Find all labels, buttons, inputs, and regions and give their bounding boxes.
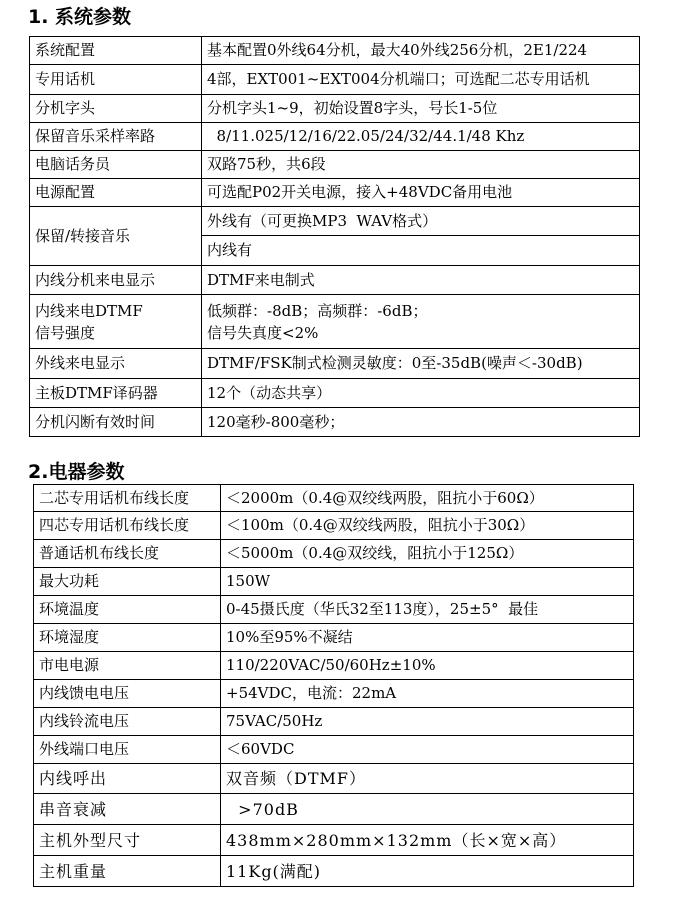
- section2-title: 2.电器参数: [28, 461, 125, 483]
- table-row: [34, 708, 634, 736]
- table-row: [30, 207, 640, 236]
- param-value: 可选配P02开关电源，接入+48VDC备用电池: [202, 179, 640, 207]
- table-row: [30, 123, 640, 151]
- table-row: [30, 266, 640, 295]
- table-row: [34, 856, 634, 887]
- param-value: 120毫秒-800毫秒；: [202, 408, 640, 437]
- system-params-table: [29, 36, 640, 437]
- param-value: 双音频（DTMF）: [221, 764, 634, 794]
- param-label: 分机字头: [30, 95, 202, 123]
- param-label: 串音衰减: [34, 794, 221, 825]
- param-label: 二芯专用话机布线长度: [34, 485, 221, 512]
- param-label: [30, 295, 202, 349]
- param-value: +54VDC，电流：22mA: [221, 680, 634, 708]
- param-label: 分机闪断有效时间: [30, 408, 202, 437]
- param-label: 主机外型尺寸: [34, 825, 221, 856]
- param-label: 普通话机布线长度: [34, 540, 221, 568]
- param-value: 75VAC/50Hz: [221, 708, 634, 736]
- param-label: 内线呼出: [34, 764, 221, 794]
- table-row: [30, 295, 640, 349]
- table-row: [30, 37, 640, 65]
- table-row: [30, 408, 640, 437]
- table-row: [34, 652, 634, 680]
- table-row: [34, 568, 634, 596]
- param-label: 市电电源: [34, 652, 221, 680]
- param-value: 外线有（可更换MP3 WAV格式）: [202, 207, 640, 236]
- param-value: 双路75秒，共6段: [202, 151, 640, 179]
- table-row: [30, 179, 640, 207]
- param-label: 外线来电显示: [30, 349, 202, 379]
- param-value: 12个（动态共享）: [202, 379, 640, 408]
- param-value: 110/220VAC/50/60Hz±10%: [221, 652, 634, 680]
- param-value: 10%至95%不凝结: [221, 624, 634, 652]
- table-row: [34, 680, 634, 708]
- table-row: [30, 65, 640, 95]
- table-row: [34, 540, 634, 568]
- param-label: 环境湿度: [34, 624, 221, 652]
- param-label: 保留/转接音乐: [30, 207, 202, 266]
- section1-title: 1. 系统参数: [28, 6, 132, 28]
- param-label: 内线铃流电压: [34, 708, 221, 736]
- param-value: ＜2000m（0.4@双绞线两股，阻抗小于60Ω）: [221, 485, 634, 512]
- param-label: 主板DTMF译码器: [30, 379, 202, 408]
- table-row: [34, 512, 634, 540]
- table-row: [34, 596, 634, 624]
- param-label-line: 信号强度: [35, 323, 96, 342]
- param-value: 11Kg(满配): [221, 856, 634, 887]
- param-label: 保留音乐采样率路: [30, 123, 202, 151]
- param-value: 0-45摄氏度（华氏32至113度），25±5° 最佳: [221, 596, 634, 624]
- param-value-line: 低频群：-8dB；高频群：-6dB；: [207, 301, 428, 320]
- table-row: [30, 379, 640, 408]
- param-label: 内线馈电电压: [34, 680, 221, 708]
- param-value: 内线有: [202, 236, 640, 266]
- table-row: [34, 825, 634, 856]
- param-value: 分机字头1~9，初始设置8字头，号长1-5位: [202, 95, 640, 123]
- table-row: [34, 764, 634, 794]
- param-label: 主机重量: [34, 856, 221, 887]
- table-row: [30, 151, 640, 179]
- param-label-line: 内线来电DTMF: [35, 301, 143, 320]
- table-row: [30, 349, 640, 379]
- param-label: 专用话机: [30, 65, 202, 95]
- param-value: 438mm×280mm×132mm（长×宽×高）: [221, 825, 634, 856]
- table-row: [30, 95, 640, 123]
- param-label: 系统配置: [30, 37, 202, 65]
- param-label: 电脑话务员: [30, 151, 202, 179]
- param-value: DTMF来电制式: [202, 266, 640, 295]
- param-value: ＜100m（0.4@双绞线两股，阻抗小于30Ω）: [221, 512, 634, 540]
- param-label: 电源配置: [30, 179, 202, 207]
- table-row: [34, 624, 634, 652]
- param-value-line: 信号失真度<2%: [207, 323, 319, 342]
- param-value: ＜60VDC: [221, 736, 634, 764]
- table-row: [34, 794, 634, 825]
- param-label: 内线分机来电显示: [30, 266, 202, 295]
- electrical-params-table: [33, 484, 634, 887]
- param-value: 基本配置0外线64分机，最大40外线256分机，2E1/224: [202, 37, 640, 65]
- param-label: 最大功耗: [34, 568, 221, 596]
- param-value: 150W: [221, 568, 634, 596]
- table-row: [34, 736, 634, 764]
- param-value: 8/11.025/12/16/22.05/24/32/44.1/48 Khz: [202, 123, 640, 151]
- param-label: 环境温度: [34, 596, 221, 624]
- param-label: 外线端口电压: [34, 736, 221, 764]
- table-row: [34, 485, 634, 512]
- param-value: 4部，EXT001~EXT004分机端口；可选配二芯专用话机: [202, 65, 640, 95]
- param-value: DTMF/FSK制式检测灵敏度：0至-35dB(噪声＜-30dB): [202, 349, 640, 379]
- param-label: 四芯专用话机布线长度: [34, 512, 221, 540]
- param-value: >70dB: [221, 794, 634, 825]
- param-value: [202, 295, 640, 349]
- param-value: ＜5000m（0.4@双绞线，阻抗小于125Ω）: [221, 540, 634, 568]
